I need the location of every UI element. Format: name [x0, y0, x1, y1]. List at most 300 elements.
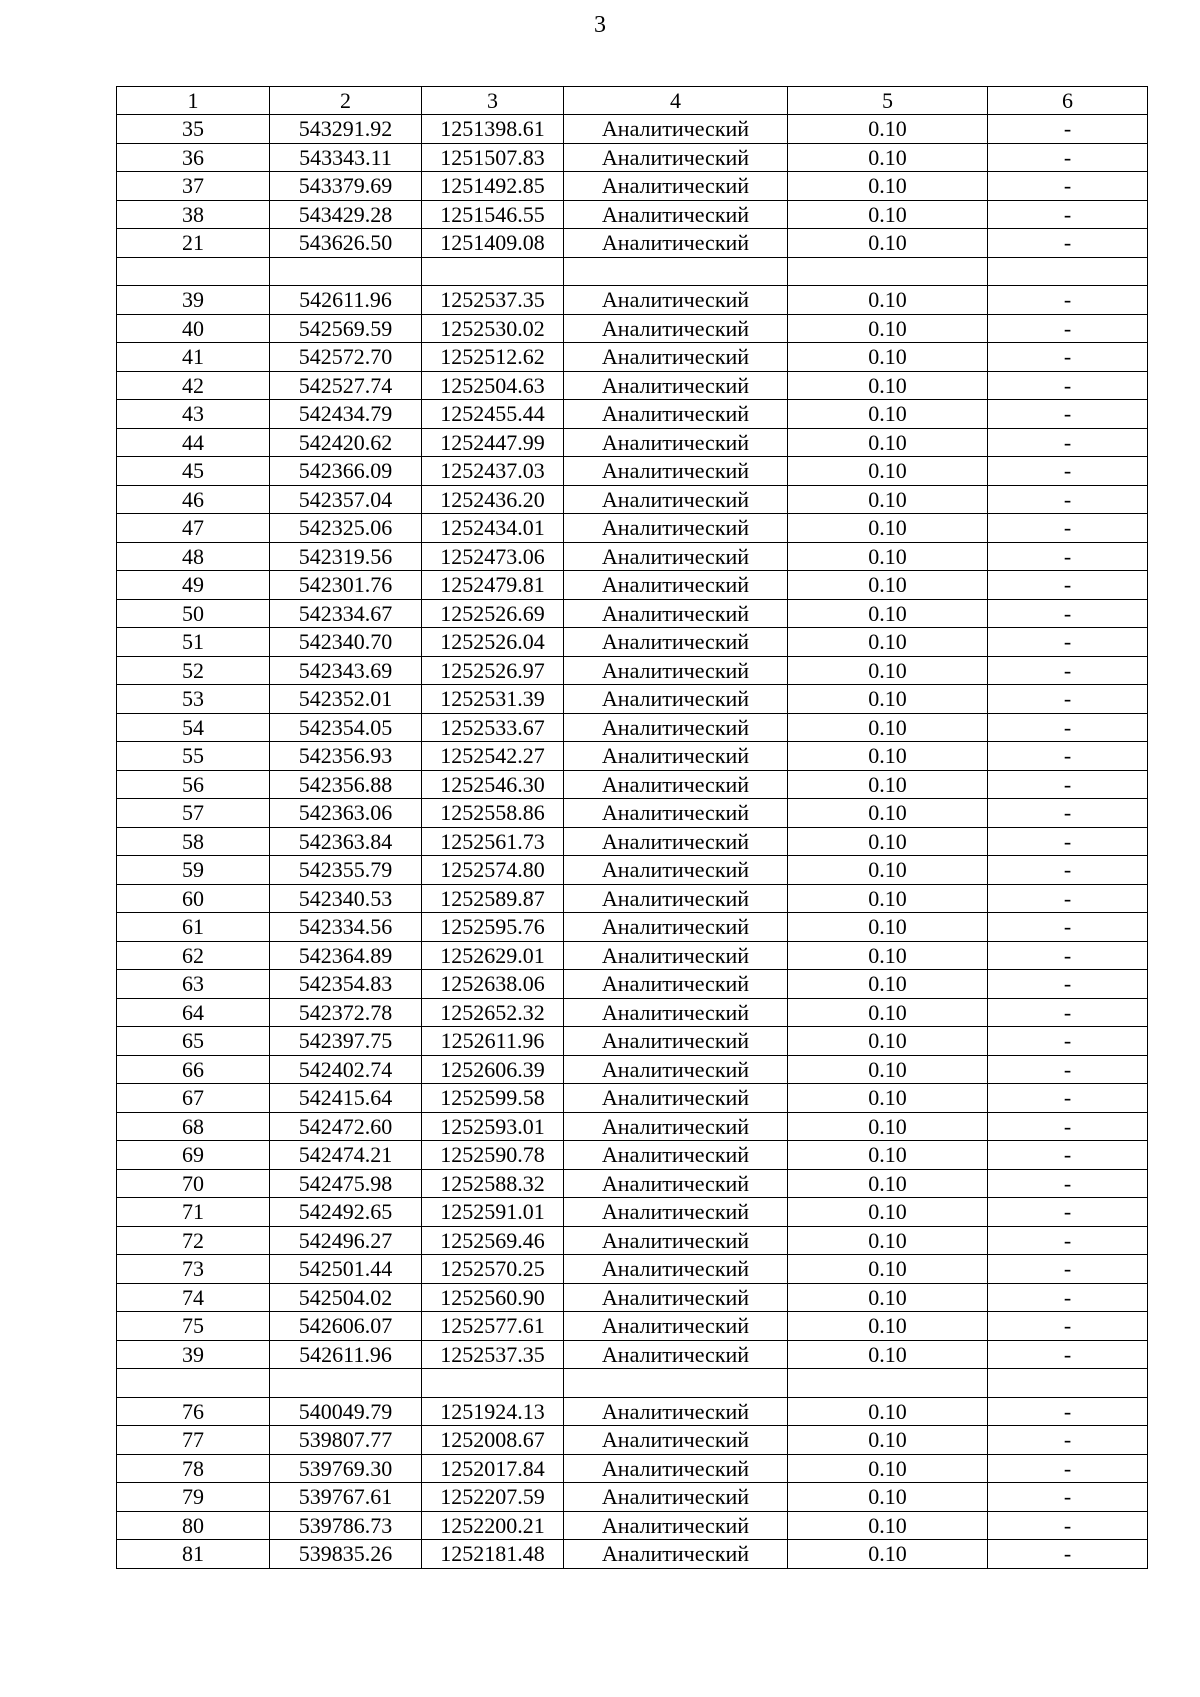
- x-coordinate-cell: 542354.05: [270, 713, 422, 742]
- method-cell: Аналитический: [564, 428, 788, 457]
- table-row: [117, 713, 1148, 742]
- y-coordinate-cell: 1252207.59: [422, 1483, 564, 1512]
- x-coordinate-cell: 542343.69: [270, 656, 422, 685]
- method-cell: Аналитический: [564, 1511, 788, 1540]
- y-coordinate-cell: 1252434.01: [422, 514, 564, 543]
- point-number-cell: 80: [117, 1511, 270, 1540]
- point-number-cell: 61: [117, 913, 270, 942]
- method-cell: Аналитический: [564, 1426, 788, 1455]
- y-coordinate-cell: 1252595.76: [422, 913, 564, 942]
- y-coordinate-cell: 1252588.32: [422, 1169, 564, 1198]
- method-cell: Аналитический: [564, 1084, 788, 1113]
- y-coordinate-cell: 1251398.61: [422, 115, 564, 144]
- method-cell: Аналитический: [564, 1112, 788, 1141]
- accuracy-cell: 0.10: [788, 1112, 988, 1141]
- accuracy-cell: 0.10: [788, 998, 988, 1027]
- description-cell: -: [988, 172, 1148, 201]
- point-number-cell: [117, 257, 270, 286]
- point-number-cell: 41: [117, 343, 270, 372]
- y-coordinate-cell: 1252599.58: [422, 1084, 564, 1113]
- method-cell: Аналитический: [564, 1055, 788, 1084]
- y-coordinate-cell: 1252574.80: [422, 856, 564, 885]
- x-coordinate-cell: 542363.84: [270, 827, 422, 856]
- y-coordinate-cell: 1252479.81: [422, 571, 564, 600]
- table-row: [117, 286, 1148, 315]
- y-coordinate-cell: 1251507.83: [422, 143, 564, 172]
- x-coordinate-cell: 542472.60: [270, 1112, 422, 1141]
- x-coordinate-cell: 542402.74: [270, 1055, 422, 1084]
- page-number: 3: [594, 12, 606, 38]
- table-row: [117, 400, 1148, 429]
- x-coordinate-cell: 542474.21: [270, 1141, 422, 1170]
- point-number-cell: 37: [117, 172, 270, 201]
- description-cell: -: [988, 143, 1148, 172]
- table-row: [117, 1483, 1148, 1512]
- accuracy-cell: 0.10: [788, 457, 988, 486]
- y-coordinate-cell: 1252512.62: [422, 343, 564, 372]
- accuracy-cell: 0.10: [788, 685, 988, 714]
- y-coordinate-cell: 1252531.39: [422, 685, 564, 714]
- table-row: [117, 229, 1148, 258]
- point-number-cell: 45: [117, 457, 270, 486]
- y-coordinate-cell: 1252577.61: [422, 1312, 564, 1341]
- method-cell: Аналитический: [564, 200, 788, 229]
- description-cell: -: [988, 514, 1148, 543]
- accuracy-cell: 0.10: [788, 1511, 988, 1540]
- accuracy-cell: 0.10: [788, 400, 988, 429]
- method-cell: Аналитический: [564, 998, 788, 1027]
- y-coordinate-cell: 1252437.03: [422, 457, 564, 486]
- y-coordinate-cell: 1251409.08: [422, 229, 564, 258]
- point-number-cell: 70: [117, 1169, 270, 1198]
- accuracy-cell: 0.10: [788, 827, 988, 856]
- point-number-cell: 72: [117, 1226, 270, 1255]
- x-coordinate-cell: 542319.56: [270, 542, 422, 571]
- point-number-cell: 40: [117, 314, 270, 343]
- point-number-cell: 62: [117, 941, 270, 970]
- y-coordinate-cell: 1252181.48: [422, 1540, 564, 1569]
- description-cell: -: [988, 1340, 1148, 1369]
- table-row: [117, 115, 1148, 144]
- table-header: [117, 87, 1148, 115]
- method-cell: Аналитический: [564, 1483, 788, 1512]
- x-coordinate-cell: 542420.62: [270, 428, 422, 457]
- accuracy-cell: 0.10: [788, 428, 988, 457]
- description-cell: -: [988, 1283, 1148, 1312]
- description-cell: -: [988, 200, 1148, 229]
- point-number-cell: 60: [117, 884, 270, 913]
- point-number-cell: 78: [117, 1454, 270, 1483]
- method-cell: Аналитический: [564, 628, 788, 657]
- table-row: [117, 172, 1148, 201]
- description-cell: -: [988, 1169, 1148, 1198]
- table-row: [117, 1198, 1148, 1227]
- method-cell: Аналитический: [564, 1141, 788, 1170]
- x-coordinate-cell: 542325.06: [270, 514, 422, 543]
- x-coordinate-cell: 542434.79: [270, 400, 422, 429]
- y-coordinate-cell: 1252537.35: [422, 1340, 564, 1369]
- x-coordinate-cell: 542569.59: [270, 314, 422, 343]
- method-cell: Аналитический: [564, 827, 788, 856]
- point-number-cell: 39: [117, 1340, 270, 1369]
- table-row: [117, 856, 1148, 885]
- description-cell: [988, 257, 1148, 286]
- accuracy-cell: 0.10: [788, 371, 988, 400]
- method-cell: Аналитический: [564, 1198, 788, 1227]
- table-row: [117, 143, 1148, 172]
- x-coordinate-cell: 539767.61: [270, 1483, 422, 1512]
- method-cell: Аналитический: [564, 913, 788, 942]
- table-row: [117, 1255, 1148, 1284]
- point-number-cell: 46: [117, 485, 270, 514]
- description-cell: -: [988, 799, 1148, 828]
- x-coordinate-cell: 542363.06: [270, 799, 422, 828]
- table-row: [117, 799, 1148, 828]
- table-row: [117, 1426, 1148, 1455]
- table-row: [117, 1312, 1148, 1341]
- description-cell: -: [988, 314, 1148, 343]
- table-row: [117, 1141, 1148, 1170]
- method-cell: [564, 1369, 788, 1398]
- point-number-cell: 44: [117, 428, 270, 457]
- y-coordinate-cell: 1251492.85: [422, 172, 564, 201]
- accuracy-cell: 0.10: [788, 514, 988, 543]
- method-cell: Аналитический: [564, 343, 788, 372]
- table-row: [117, 1340, 1148, 1369]
- accuracy-cell: 0.10: [788, 1340, 988, 1369]
- accuracy-cell: 0.10: [788, 1283, 988, 1312]
- accuracy-cell: [788, 257, 988, 286]
- description-cell: -: [988, 485, 1148, 514]
- point-number-cell: 79: [117, 1483, 270, 1512]
- point-number-cell: 56: [117, 770, 270, 799]
- column-header-6: 6: [988, 87, 1148, 115]
- x-coordinate-cell: 542415.64: [270, 1084, 422, 1113]
- x-coordinate-cell: 542356.88: [270, 770, 422, 799]
- description-cell: -: [988, 1511, 1148, 1540]
- x-coordinate-cell: 542340.53: [270, 884, 422, 913]
- y-coordinate-cell: 1252473.06: [422, 542, 564, 571]
- description-cell: -: [988, 286, 1148, 315]
- table-row: [117, 371, 1148, 400]
- description-cell: -: [988, 1084, 1148, 1113]
- accuracy-cell: 0.10: [788, 1255, 988, 1284]
- x-coordinate-cell: 543429.28: [270, 200, 422, 229]
- y-coordinate-cell: 1252533.67: [422, 713, 564, 742]
- point-number-cell: 43: [117, 400, 270, 429]
- accuracy-cell: 0.10: [788, 542, 988, 571]
- y-coordinate-cell: 1252447.99: [422, 428, 564, 457]
- point-number-cell: [117, 1369, 270, 1398]
- x-coordinate-cell: 542492.65: [270, 1198, 422, 1227]
- x-coordinate-cell: 542354.83: [270, 970, 422, 999]
- x-coordinate-cell: 542352.01: [270, 685, 422, 714]
- accuracy-cell: 0.10: [788, 1483, 988, 1512]
- accuracy-cell: 0.10: [788, 770, 988, 799]
- table-row: [117, 1283, 1148, 1312]
- table-row: [117, 599, 1148, 628]
- x-coordinate-cell: 542397.75: [270, 1027, 422, 1056]
- description-cell: -: [988, 913, 1148, 942]
- point-number-cell: 38: [117, 200, 270, 229]
- y-coordinate-cell: 1252530.02: [422, 314, 564, 343]
- description-cell: -: [988, 229, 1148, 258]
- y-coordinate-cell: 1252526.69: [422, 599, 564, 628]
- accuracy-cell: 0.10: [788, 1055, 988, 1084]
- description-cell: -: [988, 628, 1148, 657]
- y-coordinate-cell: 1252200.21: [422, 1511, 564, 1540]
- description-cell: -: [988, 343, 1148, 372]
- method-cell: Аналитический: [564, 286, 788, 315]
- x-coordinate-cell: 539786.73: [270, 1511, 422, 1540]
- y-coordinate-cell: 1252542.27: [422, 742, 564, 771]
- y-coordinate-cell: 1252611.96: [422, 1027, 564, 1056]
- table-row: [117, 1511, 1148, 1540]
- table-row: [117, 941, 1148, 970]
- x-coordinate-cell: [270, 1369, 422, 1398]
- table-row: [117, 314, 1148, 343]
- method-cell: Аналитический: [564, 1340, 788, 1369]
- method-cell: Аналитический: [564, 742, 788, 771]
- y-coordinate-cell: 1252526.97: [422, 656, 564, 685]
- description-cell: -: [988, 1426, 1148, 1455]
- point-number-cell: 75: [117, 1312, 270, 1341]
- method-cell: Аналитический: [564, 571, 788, 600]
- description-cell: -: [988, 742, 1148, 771]
- y-coordinate-cell: 1252561.73: [422, 827, 564, 856]
- y-coordinate-cell: 1252537.35: [422, 286, 564, 315]
- description-cell: -: [988, 428, 1148, 457]
- accuracy-cell: 0.10: [788, 628, 988, 657]
- method-cell: Аналитический: [564, 485, 788, 514]
- method-cell: Аналитический: [564, 1027, 788, 1056]
- point-number-cell: 66: [117, 1055, 270, 1084]
- description-cell: -: [988, 542, 1148, 571]
- method-cell: Аналитический: [564, 172, 788, 201]
- x-coordinate-cell: 543379.69: [270, 172, 422, 201]
- point-number-cell: 21: [117, 229, 270, 258]
- x-coordinate-cell: 542355.79: [270, 856, 422, 885]
- point-number-cell: 39: [117, 286, 270, 315]
- x-coordinate-cell: 543291.92: [270, 115, 422, 144]
- method-cell: Аналитический: [564, 1397, 788, 1426]
- y-coordinate-cell: [422, 1369, 564, 1398]
- y-coordinate-cell: 1251546.55: [422, 200, 564, 229]
- table-row: [117, 485, 1148, 514]
- column-header-3: 3: [422, 87, 564, 115]
- method-cell: Аналитический: [564, 457, 788, 486]
- y-coordinate-cell: 1252569.46: [422, 1226, 564, 1255]
- point-number-cell: 42: [117, 371, 270, 400]
- table-row: [117, 1540, 1148, 1569]
- method-cell: Аналитический: [564, 115, 788, 144]
- accuracy-cell: 0.10: [788, 1454, 988, 1483]
- y-coordinate-cell: 1252455.44: [422, 400, 564, 429]
- method-cell: Аналитический: [564, 941, 788, 970]
- table-row: [117, 542, 1148, 571]
- method-cell: Аналитический: [564, 314, 788, 343]
- description-cell: -: [988, 1255, 1148, 1284]
- description-cell: -: [988, 1397, 1148, 1426]
- table-row: [117, 343, 1148, 372]
- method-cell: [564, 257, 788, 286]
- point-number-cell: 76: [117, 1397, 270, 1426]
- table-row: [117, 1169, 1148, 1198]
- description-cell: -: [988, 656, 1148, 685]
- table-row: [117, 1084, 1148, 1113]
- accuracy-cell: [788, 1369, 988, 1398]
- accuracy-cell: 0.10: [788, 143, 988, 172]
- method-cell: Аналитический: [564, 1226, 788, 1255]
- point-number-cell: 57: [117, 799, 270, 828]
- point-number-cell: 49: [117, 571, 270, 600]
- y-coordinate-cell: 1252546.30: [422, 770, 564, 799]
- description-cell: -: [988, 827, 1148, 856]
- description-cell: -: [988, 371, 1148, 400]
- accuracy-cell: 0.10: [788, 485, 988, 514]
- accuracy-cell: 0.10: [788, 1540, 988, 1569]
- accuracy-cell: 0.10: [788, 1169, 988, 1198]
- method-cell: Аналитический: [564, 542, 788, 571]
- accuracy-cell: 0.10: [788, 713, 988, 742]
- point-number-cell: 55: [117, 742, 270, 771]
- y-coordinate-cell: 1251924.13: [422, 1397, 564, 1426]
- y-coordinate-cell: 1252570.25: [422, 1255, 564, 1284]
- accuracy-cell: 0.10: [788, 229, 988, 258]
- description-cell: -: [988, 457, 1148, 486]
- description-cell: -: [988, 599, 1148, 628]
- description-cell: -: [988, 1027, 1148, 1056]
- point-number-cell: 36: [117, 143, 270, 172]
- accuracy-cell: 0.10: [788, 913, 988, 942]
- x-coordinate-cell: 542340.70: [270, 628, 422, 657]
- table-row: [117, 1226, 1148, 1255]
- table-body: [117, 115, 1148, 1569]
- header-row: [117, 87, 1148, 115]
- method-cell: Аналитический: [564, 400, 788, 429]
- table-row: [117, 1112, 1148, 1141]
- point-number-cell: 64: [117, 998, 270, 1027]
- x-coordinate-cell: 542504.02: [270, 1283, 422, 1312]
- x-coordinate-cell: 542475.98: [270, 1169, 422, 1198]
- table-row: [117, 514, 1148, 543]
- x-coordinate-cell: 539769.30: [270, 1454, 422, 1483]
- y-coordinate-cell: 1252436.20: [422, 485, 564, 514]
- point-number-cell: 52: [117, 656, 270, 685]
- y-coordinate-cell: 1252589.87: [422, 884, 564, 913]
- method-cell: Аналитический: [564, 685, 788, 714]
- table-row: [117, 770, 1148, 799]
- method-cell: Аналитический: [564, 1312, 788, 1341]
- x-coordinate-cell: 542572.70: [270, 343, 422, 372]
- coordinates-table: [116, 86, 1148, 1569]
- method-cell: Аналитический: [564, 371, 788, 400]
- column-header-4: 4: [564, 87, 788, 115]
- description-cell: -: [988, 770, 1148, 799]
- table-row: [117, 656, 1148, 685]
- method-cell: Аналитический: [564, 770, 788, 799]
- accuracy-cell: 0.10: [788, 172, 988, 201]
- point-number-cell: 48: [117, 542, 270, 571]
- description-cell: -: [988, 941, 1148, 970]
- y-coordinate-cell: 1252017.84: [422, 1454, 564, 1483]
- accuracy-cell: 0.10: [788, 1426, 988, 1455]
- x-coordinate-cell: 542364.89: [270, 941, 422, 970]
- x-coordinate-cell: 542606.07: [270, 1312, 422, 1341]
- y-coordinate-cell: 1252526.04: [422, 628, 564, 657]
- method-cell: Аналитический: [564, 656, 788, 685]
- x-coordinate-cell: 542527.74: [270, 371, 422, 400]
- point-number-cell: 74: [117, 1283, 270, 1312]
- accuracy-cell: 0.10: [788, 1084, 988, 1113]
- method-cell: Аналитический: [564, 713, 788, 742]
- table-row: [117, 884, 1148, 913]
- description-cell: -: [988, 1483, 1148, 1512]
- description-cell: -: [988, 1454, 1148, 1483]
- accuracy-cell: 0.10: [788, 1397, 988, 1426]
- y-coordinate-cell: 1252591.01: [422, 1198, 564, 1227]
- method-cell: Аналитический: [564, 1255, 788, 1284]
- method-cell: Аналитический: [564, 1169, 788, 1198]
- table-row: [117, 200, 1148, 229]
- point-number-cell: 50: [117, 599, 270, 628]
- accuracy-cell: 0.10: [788, 1312, 988, 1341]
- x-coordinate-cell: 542372.78: [270, 998, 422, 1027]
- accuracy-cell: 0.10: [788, 571, 988, 600]
- x-coordinate-cell: 542496.27: [270, 1226, 422, 1255]
- y-coordinate-cell: 1252593.01: [422, 1112, 564, 1141]
- separator-row: [117, 257, 1148, 286]
- x-coordinate-cell: 542357.04: [270, 485, 422, 514]
- separator-row: [117, 1369, 1148, 1398]
- accuracy-cell: 0.10: [788, 343, 988, 372]
- accuracy-cell: 0.10: [788, 656, 988, 685]
- description-cell: -: [988, 1540, 1148, 1569]
- x-coordinate-cell: [270, 257, 422, 286]
- table-row: [117, 1055, 1148, 1084]
- table-row: [117, 742, 1148, 771]
- table-row: [117, 827, 1148, 856]
- table-row: [117, 457, 1148, 486]
- y-coordinate-cell: 1252638.06: [422, 970, 564, 999]
- point-number-cell: 63: [117, 970, 270, 999]
- description-cell: -: [988, 685, 1148, 714]
- accuracy-cell: 0.10: [788, 286, 988, 315]
- point-number-cell: 67: [117, 1084, 270, 1113]
- column-header-1: 1: [117, 87, 270, 115]
- description-cell: -: [988, 1226, 1148, 1255]
- description-cell: -: [988, 400, 1148, 429]
- x-coordinate-cell: 542611.96: [270, 1340, 422, 1369]
- accuracy-cell: 0.10: [788, 941, 988, 970]
- point-number-cell: 68: [117, 1112, 270, 1141]
- point-number-cell: 73: [117, 1255, 270, 1284]
- method-cell: Аналитический: [564, 514, 788, 543]
- table-row: [117, 913, 1148, 942]
- method-cell: Аналитический: [564, 1283, 788, 1312]
- method-cell: Аналитический: [564, 1454, 788, 1483]
- accuracy-cell: 0.10: [788, 742, 988, 771]
- description-cell: -: [988, 713, 1148, 742]
- accuracy-cell: 0.10: [788, 970, 988, 999]
- y-coordinate-cell: 1252590.78: [422, 1141, 564, 1170]
- method-cell: Аналитический: [564, 229, 788, 258]
- description-cell: -: [988, 1198, 1148, 1227]
- point-number-cell: 54: [117, 713, 270, 742]
- table-row: [117, 1454, 1148, 1483]
- x-coordinate-cell: 539807.77: [270, 1426, 422, 1455]
- x-coordinate-cell: 543343.11: [270, 143, 422, 172]
